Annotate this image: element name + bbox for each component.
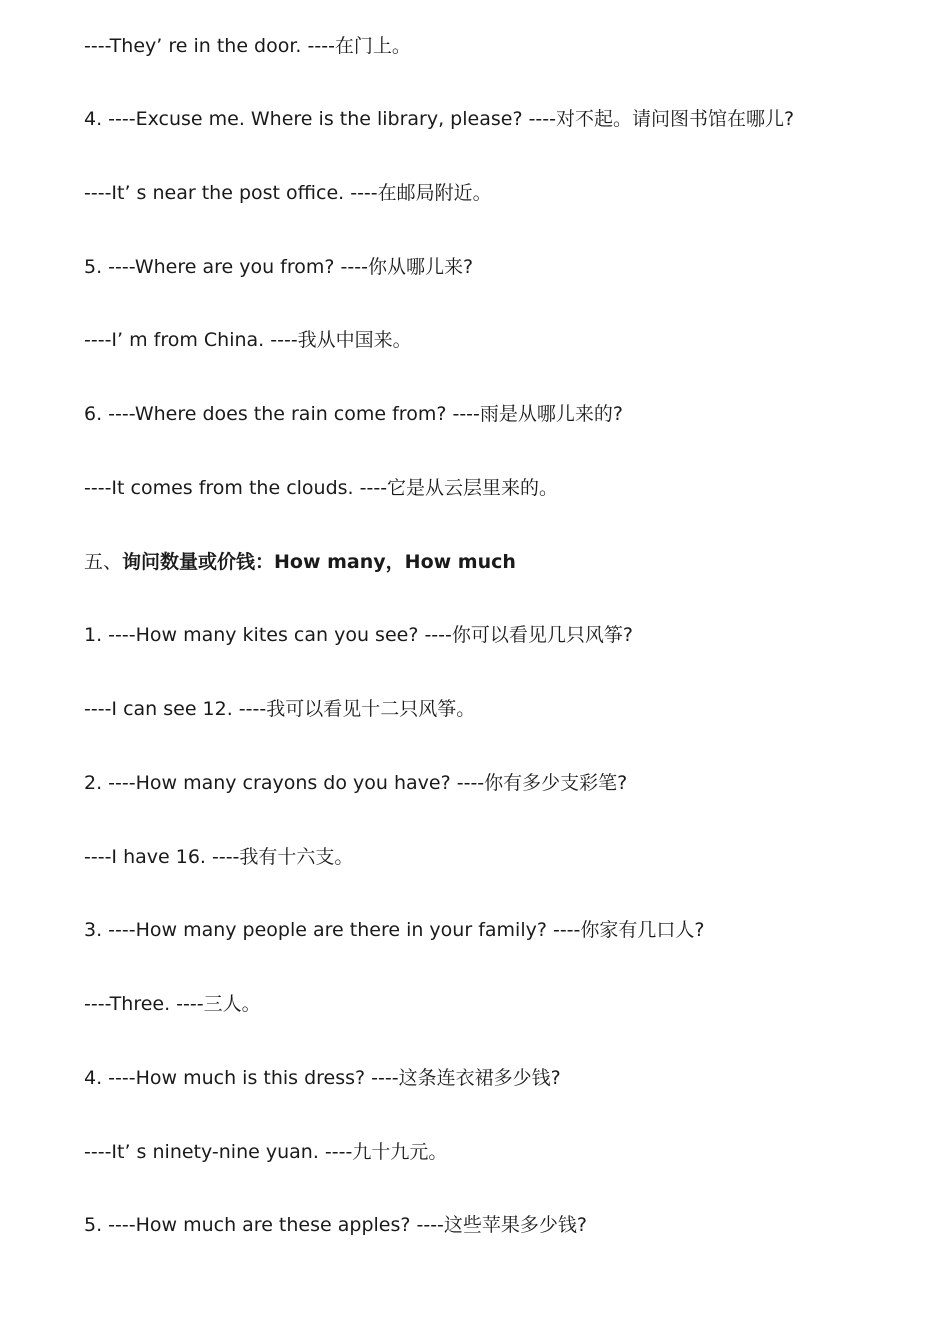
text-line: 3. ----How many people are there in your family? ----你家有几口人?: [84, 919, 705, 941]
text-line: 1. ----How many kites can you see? ----你可以看见几只风筝?: [84, 624, 633, 646]
section-heading: [84, 548, 516, 576]
section-heading-prefix: 五、: [84, 551, 123, 573]
text-line: ----It’ s near the post office. ----在邮局附近。: [84, 182, 492, 204]
text-line: ----I can see 12. ----我可以看见十二只风筝。: [84, 698, 476, 720]
text-line: 5. ----How much are these apples? ----这些苹果多少钱?: [84, 1214, 587, 1236]
text-line: 4. ----Excuse me. Where is the library, please? ----对不起。请问图书馆在哪儿?: [84, 108, 795, 130]
text-line: ----It’ s ninety-nine yuan. ----九十九元。: [84, 1141, 448, 1163]
text-line: ----I have 16. ----我有十六支。: [84, 846, 354, 868]
text-line: 4. ----How much is this dress? ----这条连衣裙多少钱?: [84, 1067, 561, 1089]
text-line: 2. ----How many crayons do you have? ----你有多少支彩笔?: [84, 772, 628, 794]
section-heading-title: 询问数量或价钱：How many，How much: [122, 551, 516, 573]
text-line: 6. ----Where does the rain come from? ----雨是从哪儿来的?: [84, 403, 623, 425]
text-line: ----They’ re in the door. ----在门上。: [84, 35, 411, 57]
text-line: ----Three. ----三人。: [84, 993, 261, 1015]
text-line: ----It comes from the clouds. ----它是从云层里来的。: [84, 477, 559, 499]
text-line: ----I’ m from China. ----我从中国来。: [84, 329, 412, 351]
text-line: 5. ----Where are you from? ----你从哪儿来?: [84, 256, 474, 278]
